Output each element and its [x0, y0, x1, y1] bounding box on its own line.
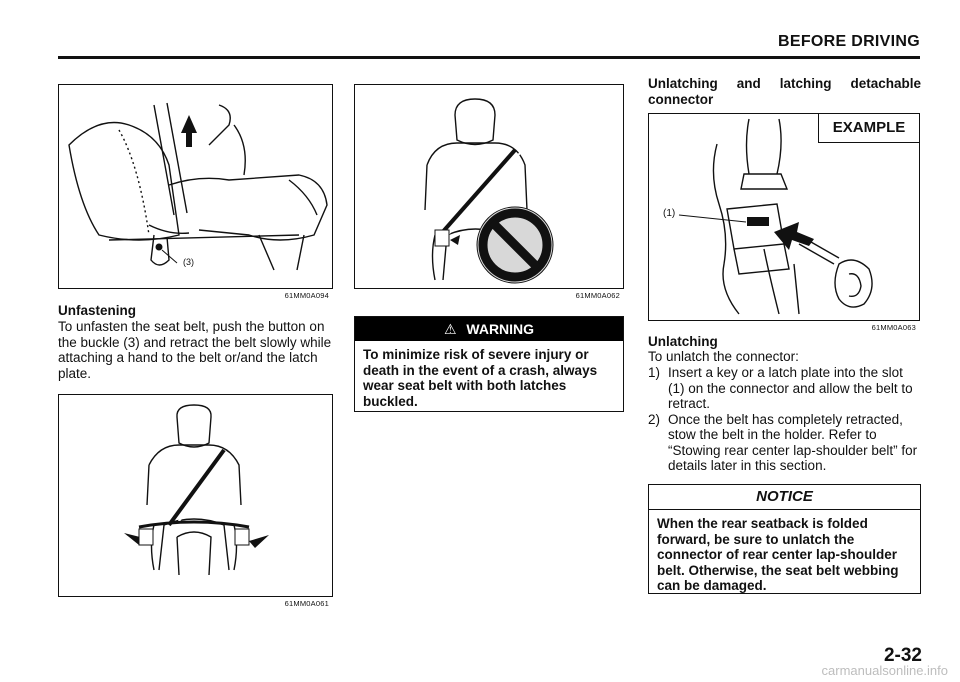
figure-both-latches: [58, 394, 333, 608]
unlatching-intro: To unlatch the connector:: [648, 349, 799, 364]
detachable-heading: Unlatching and latching detachable connector: [648, 76, 921, 107]
step-text: Insert a key or a latch plate into the slot (1) on the connector and allow the belt to retract.: [668, 365, 913, 411]
warning-triangle-icon: ⚠: [443, 321, 457, 337]
notice-title: NOTICE: [649, 485, 920, 510]
header-divider: [58, 56, 920, 59]
notice-text: When the rear seatback is folded forward, be sure to unlatch the connector of rear center lap-shoulder belt. Otherwise, the seat belt webbing can be damaged.: [657, 516, 899, 593]
callout-slot-1: (1): [663, 208, 676, 219]
figure-code: 61MM0A094: [284, 291, 329, 300]
figure-unfasten: [58, 84, 333, 300]
figure-no-latch: [354, 84, 624, 300]
figure-connector: [648, 113, 920, 332]
unfastening-heading: Unfastening: [58, 303, 137, 318]
step-item: [648, 365, 921, 412]
page-number: 2-32: [883, 645, 922, 666]
step-number: 1): [648, 365, 661, 380]
unlatching-heading: Unlatching: [648, 334, 718, 349]
warning-text: To minimize risk of severe injury or death in the event of a crash, always wear seat belt with both latches buckled.: [363, 347, 598, 409]
callout-buckle-3: (3): [183, 257, 194, 267]
unlatching-steps: [648, 365, 921, 474]
section-title: BEFORE DRIVING: [778, 33, 920, 50]
notice-box: [648, 484, 921, 594]
step-number: 2): [648, 411, 661, 427]
warning-header: [355, 317, 623, 341]
figure-code: 61MM0A061: [284, 599, 329, 608]
both-latches-illustration: [59, 395, 334, 598]
figure-code: 61MM0A062: [575, 291, 620, 300]
watermark: carmanualsonline.info: [821, 663, 948, 678]
warning-box: [354, 316, 624, 412]
step-item: [648, 412, 921, 474]
no-latch-illustration: [355, 85, 625, 290]
warning-title: WARNING: [466, 321, 535, 337]
connector-illustration: [649, 114, 921, 322]
example-label: EXAMPLE: [818, 114, 919, 143]
figure-code: 61MM0A063: [871, 323, 916, 332]
unfastening-text: To unfasten the seat belt, push the button on the buckle (3) and retract the belt slowly while attaching a hand to the belt or/and the latch plate.: [58, 319, 332, 381]
unfasten-illustration: [59, 85, 334, 290]
step-text: Once the belt has completely retracted, stow the belt in the holder. Refer to “Stowing rear center lap-shoulder belt” for details later in this section.: [668, 411, 918, 473]
